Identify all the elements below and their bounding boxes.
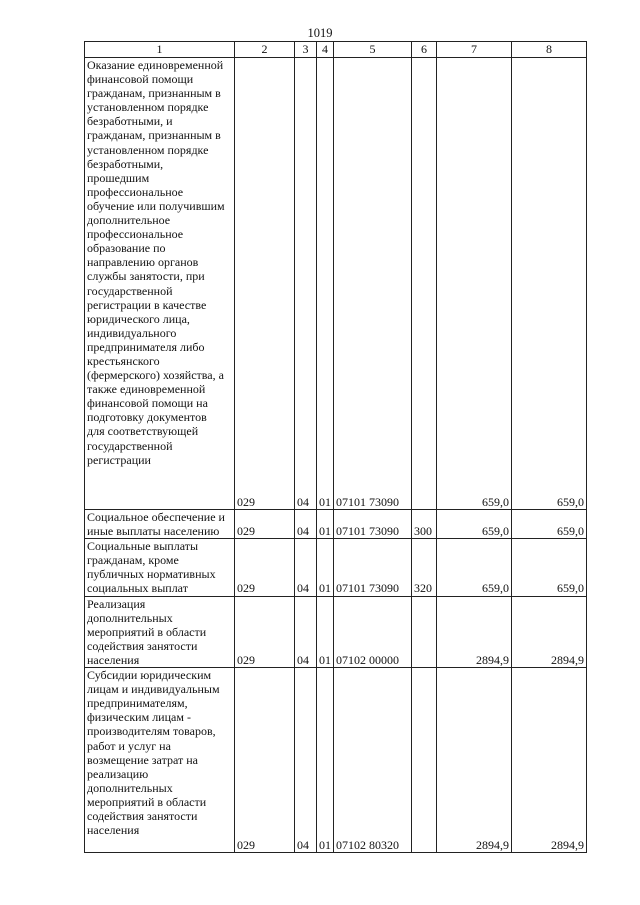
row-name-line: мероприятий в области <box>87 624 207 639</box>
amount-col8: 2894,9 <box>512 596 587 667</box>
expense-type-code <box>412 58 437 510</box>
col-header-2: 2 <box>235 42 295 58</box>
section-code: 04 <box>295 596 317 667</box>
subsection-code: 01 <box>317 668 334 853</box>
row-name-line: установленном порядке <box>87 100 209 115</box>
row-name <box>85 510 235 539</box>
row-name-line: иные выплаты населению <box>87 524 220 539</box>
row-name-line: прошедшим <box>87 170 150 185</box>
row-name <box>85 58 235 510</box>
row-name-line: дополнительное <box>87 213 171 228</box>
target-article-code: 07102 00000 <box>334 596 412 667</box>
col-header-3: 3 <box>295 42 317 58</box>
table-row <box>85 539 587 596</box>
expense-type-code: 320 <box>412 539 437 596</box>
page-number: 1019 <box>307 26 333 40</box>
table-row <box>85 58 587 510</box>
row-name-line: (фермерского) хозяйства, а <box>87 368 224 383</box>
subsection-code: 01 <box>317 58 334 510</box>
amount-col7: 659,0 <box>437 58 512 510</box>
col-header-7: 7 <box>437 42 512 58</box>
row-name-line: Субсидии юридическим <box>87 668 212 683</box>
col-header-6: 6 <box>412 42 437 58</box>
row-name-line: Оказание единовременной <box>87 58 224 72</box>
row-name-line: регистрации <box>87 452 151 467</box>
table-row <box>85 668 587 853</box>
row-name-line: физическим лицам - <box>87 710 191 725</box>
amount-col8: 659,0 <box>512 539 587 596</box>
col-header-1: 1 <box>85 42 235 58</box>
row-name-line: гражданам, кроме <box>87 553 179 568</box>
row-name-line: Социальное обеспечение и <box>87 510 225 524</box>
table-body <box>85 58 587 853</box>
admin-code: 029 <box>235 58 295 510</box>
row-name-line: публичных нормативных <box>87 567 216 582</box>
admin-code: 029 <box>235 596 295 667</box>
row-name-line: населения <box>87 823 140 838</box>
subsection-code: 01 <box>317 510 334 539</box>
row-name-line: предпринимателя либо <box>87 339 205 354</box>
subsection-code: 01 <box>317 539 334 596</box>
col-header-5: 5 <box>334 42 412 58</box>
row-name-line: содействия занятости <box>87 808 198 823</box>
row-name-line: подготовку документов <box>87 410 207 425</box>
row-name-line: профессиональное <box>87 184 184 199</box>
row-name-line: обучение или получившим <box>87 198 225 213</box>
amount-col7: 659,0 <box>437 510 512 539</box>
section-code: 04 <box>295 510 317 539</box>
row-name-line: финансовой помощи на <box>87 396 208 411</box>
row-name-line: реализацию <box>87 766 149 781</box>
row-name-line: мероприятий в области <box>87 794 207 809</box>
row-name-line: гражданам, признанным в <box>87 86 221 101</box>
row-name-line: Социальные выплаты <box>87 539 199 554</box>
row-name <box>85 596 235 667</box>
admin-code: 029 <box>235 668 295 853</box>
col-header-8: 8 <box>512 42 587 58</box>
row-name <box>85 539 235 596</box>
target-article-code: 07101 73090 <box>334 58 412 510</box>
section-code: 04 <box>295 668 317 853</box>
row-name-line: государственной <box>87 438 173 453</box>
row-name-line: предпринимателям, <box>87 696 188 711</box>
row-name-line: работ и услуг на <box>87 738 171 753</box>
row-name-line: дополнительных <box>87 780 173 795</box>
row-name-line: направлению органов <box>87 255 199 270</box>
col-header-4: 4 <box>317 42 334 58</box>
row-name-line: индивидуального <box>87 325 177 340</box>
admin-code: 029 <box>235 510 295 539</box>
row-name-line: крестьянского <box>87 353 160 368</box>
row-name-line: населения <box>87 652 140 667</box>
row-name-line: лицам и индивидуальным <box>87 682 220 697</box>
row-name-line: установленном порядке <box>87 142 209 157</box>
amount-col8: 2894,9 <box>512 668 587 853</box>
row-name-line: производителям товаров, <box>87 724 216 739</box>
expense-type-code <box>412 596 437 667</box>
amount-col7: 659,0 <box>437 539 512 596</box>
amount-col8: 659,0 <box>512 510 587 539</box>
row-name-line: образование по <box>87 241 166 256</box>
row-name-line: государственной <box>87 283 173 298</box>
row-name-line: регистрации в качестве <box>87 297 207 312</box>
row-name-line: для соответствующей <box>87 424 199 439</box>
target-article-code: 07101 73090 <box>334 510 412 539</box>
target-article-code: 07102 80320 <box>334 668 412 853</box>
budget-table <box>84 41 587 853</box>
header-row <box>85 42 587 58</box>
amount-col8: 659,0 <box>512 58 587 510</box>
row-name-line: также единовременной <box>87 382 206 397</box>
expense-type-code: 300 <box>412 510 437 539</box>
subsection-code: 01 <box>317 596 334 667</box>
amount-col7: 2894,9 <box>437 596 512 667</box>
table-row <box>85 510 587 539</box>
row-name <box>85 668 235 853</box>
row-name-line: возмещение затрат на <box>87 752 198 767</box>
row-name-line: гражданам, признанным в <box>87 128 221 143</box>
table-row <box>85 596 587 667</box>
row-name-line: службы занятости, при <box>87 269 205 284</box>
admin-code: 029 <box>235 539 295 596</box>
row-name-line: социальных выплат <box>87 581 188 596</box>
expense-type-code <box>412 668 437 853</box>
section-code: 04 <box>295 58 317 510</box>
row-name-line: безработными, и <box>87 114 173 129</box>
row-name-line: Реализация <box>87 596 146 611</box>
row-name-line: содействия занятости <box>87 638 198 653</box>
amount-col7: 2894,9 <box>437 668 512 853</box>
row-name-line: профессиональное <box>87 227 184 242</box>
row-name-line: безработными, <box>87 156 164 171</box>
target-article-code: 07101 73090 <box>334 539 412 596</box>
section-code: 04 <box>295 539 317 596</box>
row-name-line: дополнительных <box>87 610 173 625</box>
row-name-line: юридического лица, <box>87 311 190 326</box>
row-name-line: финансовой помощи <box>87 72 194 87</box>
